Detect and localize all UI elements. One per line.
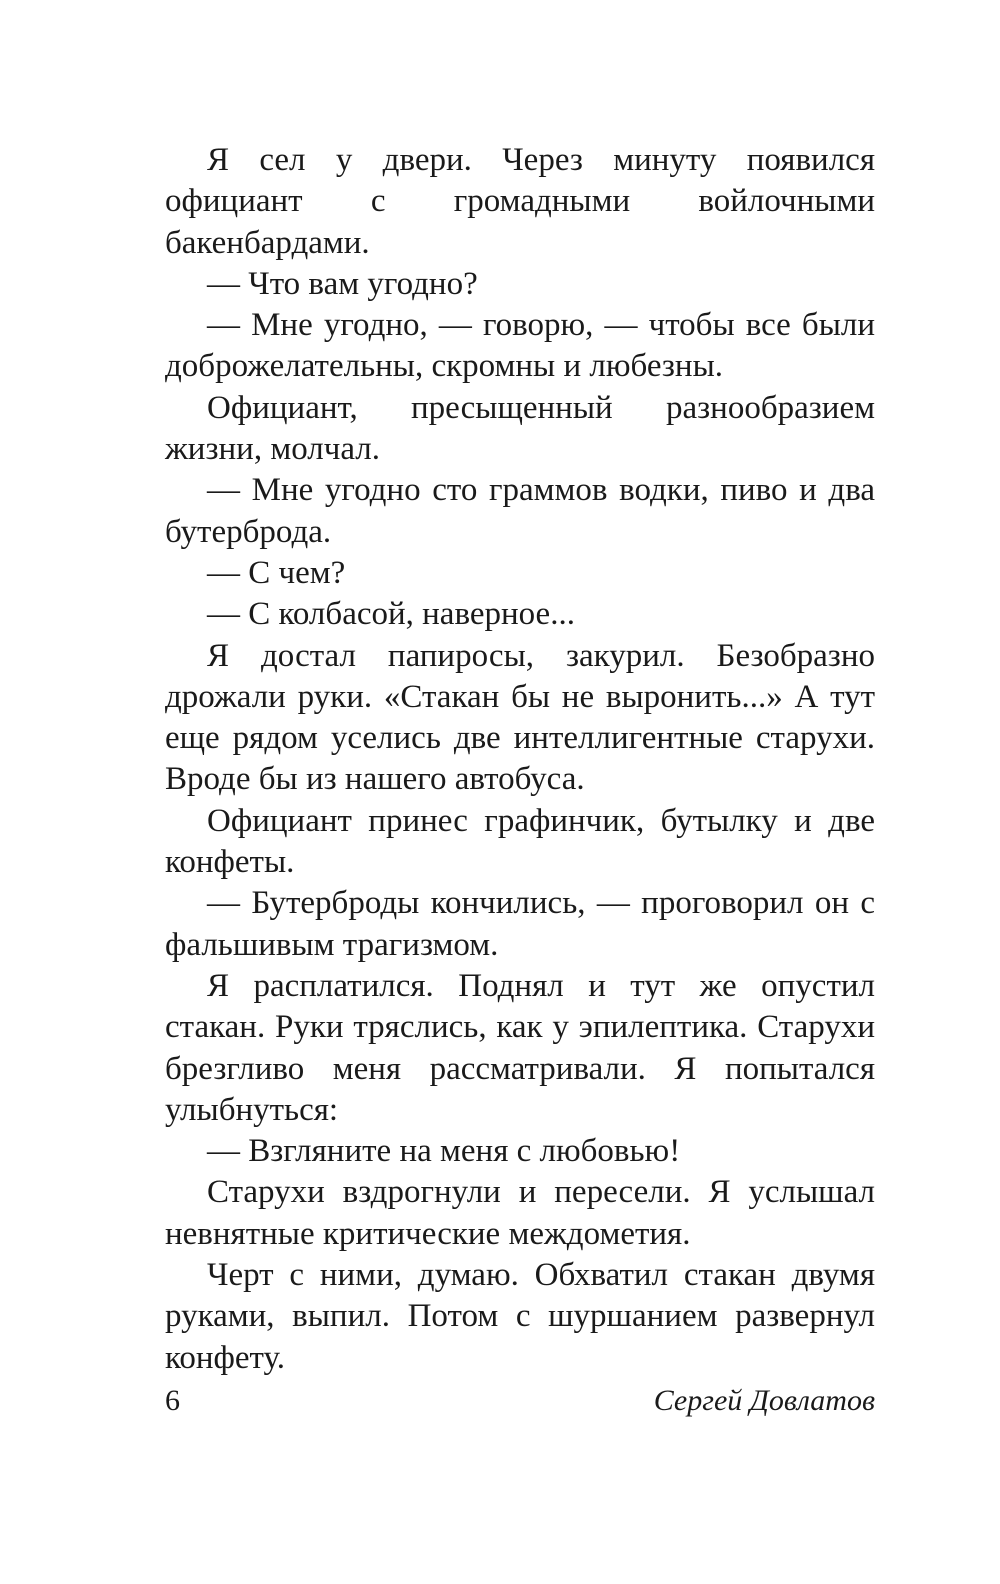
paragraph: — Взгляните на меня с любовью! — [207, 1133, 681, 1170]
paragraph: Черт с ними, думаю. Обхватил стакан двумя руками, выпил. Потом с шуршанием развернул конфету. — [165, 1257, 875, 1376]
paragraph: Официант, пресыщенный разнообразием жизни, молчал. — [165, 389, 875, 468]
paragraph: — Что вам угодно? — [207, 265, 478, 302]
paragraph: Официант принес графинчик, бутылку и две конфеты. — [165, 802, 875, 881]
paragraph: — С чем? — [207, 554, 346, 591]
paragraph: Старухи вздрогнули и пересели. Я услышал невнятные критические междометия. — [165, 1174, 875, 1252]
paragraph: Я достал папиросы, закурил. Безобразно дрожали руки. «Стакан бы не выронить...» А тут еще рядом уселись две интеллигентные старухи. Вроде бы из нашего автобуса. — [165, 637, 875, 798]
paragraph: — С колбасой, наверное... — [207, 596, 575, 633]
page-number: 6 — [165, 1384, 180, 1417]
paragraph: Я расплатился. Поднял и тут же опустил стакан. Руки тряслись, как у эпилептика. Старухи брезгливо меня рассматривали. Я попытался улыбнуться: — [165, 967, 875, 1128]
paragraph: — Мне угодно сто граммов водки, пиво и два бутерброда. — [165, 472, 875, 550]
paragraph: — Мне угодно, — говорю, — чтобы все были доброжелательны, скромны и любезны. — [165, 307, 875, 385]
paragraph: — Бутерброды кончились, — проговорил он с фальшивым трагизмом. — [165, 885, 875, 963]
paragraph: Я сел у двери. Через минуту появился официант с громадными войлочными бакенбардами. — [165, 142, 875, 261]
running-footer-author: Сергей Довлатов — [653, 1384, 875, 1417]
body-text — [165, 140, 875, 1379]
